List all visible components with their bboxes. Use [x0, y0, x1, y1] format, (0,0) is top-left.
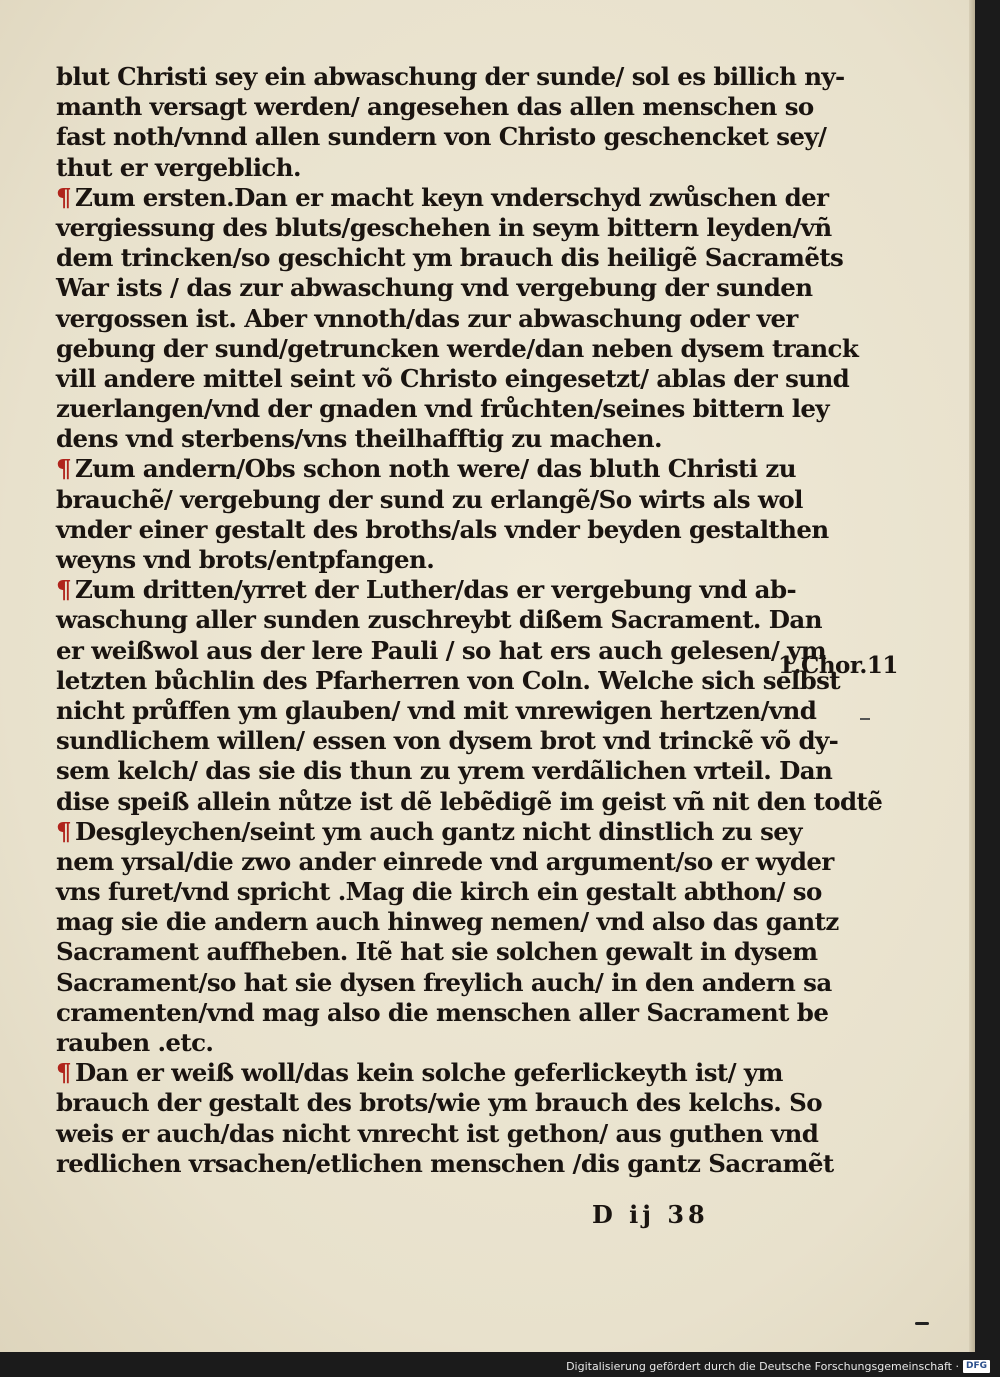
text-line-content: vnder einer gestalt des broths/als vnder beyden gestalthen [56, 514, 829, 544]
text-line [56, 424, 776, 454]
text-line [56, 816, 802, 847]
text-line [56, 92, 814, 122]
text-line [56, 62, 845, 92]
pilcrow-mark: ¶ [56, 182, 71, 212]
text-line-content: dem trincken/so geschicht ym brauch dis heiligẽ Sacramẽts [56, 243, 844, 273]
text-line [56, 726, 839, 756]
text-line-content: weis er auch/das nicht vnrecht ist gethon/ aus guthen vnd [56, 1118, 819, 1148]
text-line-content: cramenten/vnd mag also die menschen aller Sacrament be [56, 997, 829, 1027]
text-line-content: thut er vergeblich. [56, 152, 301, 182]
text-line [56, 303, 798, 334]
text-line-content: fast noth/vnnd allen sundern von Christo geschencket sey/ [56, 122, 827, 152]
text-line [56, 575, 797, 605]
text-line [56, 756, 833, 786]
signature-mark: D ij 38 [592, 1200, 709, 1229]
text-line-content: sem kelch/ das sie dis thun zu yrem verdãlichen vrteil. Dan [56, 756, 833, 786]
text-line-content: sundlichem willen/ essen von dysem brot vnd trinckẽ võ dy- [56, 726, 839, 756]
text-line-content: Zum andern/Obs schon noth were/ das bluth Christi zu [75, 454, 796, 484]
text-line [56, 695, 817, 726]
text-line-content: dise speiß allein nůtze ist dẽ lebẽdigẽ im geist vñ nit den todtẽ [56, 786, 883, 816]
text-line-content: brauchẽ/ vergebung der sund zu erlangẽ/So wirts als wol [56, 484, 803, 514]
text-line-content: vergiessung des bluts/geschehen in seym bittern leyden/vñ [56, 212, 832, 242]
text-line [56, 1088, 822, 1118]
text-line [56, 545, 776, 575]
text-line [56, 454, 796, 484]
text-line-content: vergossen ist. Aber vnnoth/das zur abwaschung oder ver [56, 303, 798, 333]
text-line [56, 1028, 776, 1058]
text-line [56, 846, 834, 877]
text-line-content: mag sie die andern auch hinweg nemen/ vnd also das gantz [56, 907, 839, 937]
margin-reference: 1.Chor.11 [778, 652, 898, 679]
text-line [56, 122, 827, 152]
text-line-content: Sacrament auffheben. Itẽ hat sie solchen gewalt in dysem [56, 937, 818, 967]
text-line-content: brauch der gestalt des brots/wie ym brauch des kelchs. So [56, 1088, 822, 1118]
text-line [56, 333, 859, 364]
footer-credit [566, 1360, 990, 1373]
text-line [56, 665, 841, 696]
text-line [56, 877, 822, 907]
text-line [56, 212, 832, 243]
text-line [56, 182, 829, 213]
text-line [56, 273, 813, 303]
text-line [56, 907, 839, 937]
text-line [56, 967, 832, 998]
text-line-content: er weißwol aus der lere Pauli / so hat ers auch gelesen/ ym [56, 635, 827, 665]
text-line [56, 635, 827, 666]
text-line [56, 1058, 783, 1088]
pilcrow-mark: ¶ [56, 1058, 71, 1088]
text-line-content: waschung aller sunden zuschreybt dißem Sacrament. Dan [56, 605, 822, 635]
text-line-content: rauben .etc. [56, 1028, 214, 1057]
text-line [56, 1118, 819, 1149]
page-edge [969, 0, 975, 1352]
pilcrow-mark: ¶ [56, 575, 71, 605]
dfg-logo: DFG [963, 1360, 990, 1373]
text-line [56, 997, 829, 1028]
text-line-content: zuerlangen/vnd der gnaden vnd frůchten/seines bittern ley [56, 394, 830, 424]
text-line [56, 514, 829, 545]
text-line-content: Sacrament/so hat sie dysen freylich auch/ in den andern sa [56, 967, 832, 997]
text-line-content: vill andere mittel seint võ Christo eingesetzt/ ablas der sund [56, 363, 850, 393]
text-line-content: Desgleychen/seint ym auch gantz nicht dinstlich zu sey [75, 816, 802, 846]
text-line [56, 153, 776, 183]
text-line [56, 937, 818, 967]
margin-dash [860, 718, 870, 720]
text-line-content: redlichen vrsachen/etlichen menschen /dis gantz Sacramẽt [56, 1148, 834, 1178]
text-line-content: letzten bůchlin des Pfarherren von Coln. Welche sich selbst [56, 665, 841, 695]
text-line [56, 363, 850, 394]
text-line-content: nem yrsal/die zwo ander einrede vnd argument/so er wyder [56, 846, 834, 876]
text-line [56, 786, 883, 817]
edge-mark [915, 1322, 929, 1325]
text-line [56, 394, 830, 424]
text-line-content: gebung der sund/getruncken werde/dan neben dysem tranck [56, 333, 859, 363]
text-line-content: nicht průffen ym glauben/ vnd mit vnrewigen hertzen/vnd [56, 695, 817, 725]
text-line-content: weyns vnd brots/entpfangen. [56, 545, 435, 574]
text-line-content: Zum dritten/yrret der Luther/das er vergebung vnd ab- [75, 575, 797, 605]
text-line [56, 1148, 834, 1179]
footer-credit-text: Digitalisierung gefördert durch die Deutsche Forschungsgemeinschaft · [566, 1360, 959, 1373]
text-line-content: Zum ersten.Dan er macht keyn vnderschyd zwůschen der [75, 182, 829, 212]
text-line-content: manth versagt werden/ angesehen das allen menschen so [56, 92, 814, 122]
text-line [56, 243, 844, 273]
text-line-content: vns furet/vnd spricht .Mag die kirch ein gestalt abthon/ so [56, 877, 822, 907]
text-line-content: Dan er weiß woll/das kein solche geferlickeyth ist/ ym [75, 1058, 783, 1088]
text-line-content: dens vnd sterbens/vns theilhafftig zu machen. [56, 424, 662, 454]
text-line-content: blut Christi sey ein abwaschung der sunde/ sol es billich ny- [56, 62, 845, 91]
text-line [56, 605, 822, 635]
text-line [56, 484, 803, 515]
pilcrow-mark: ¶ [56, 816, 71, 846]
text-line-content: War ists / das zur abwaschung vnd vergebung der sunden [56, 273, 813, 303]
pilcrow-mark: ¶ [56, 454, 71, 484]
